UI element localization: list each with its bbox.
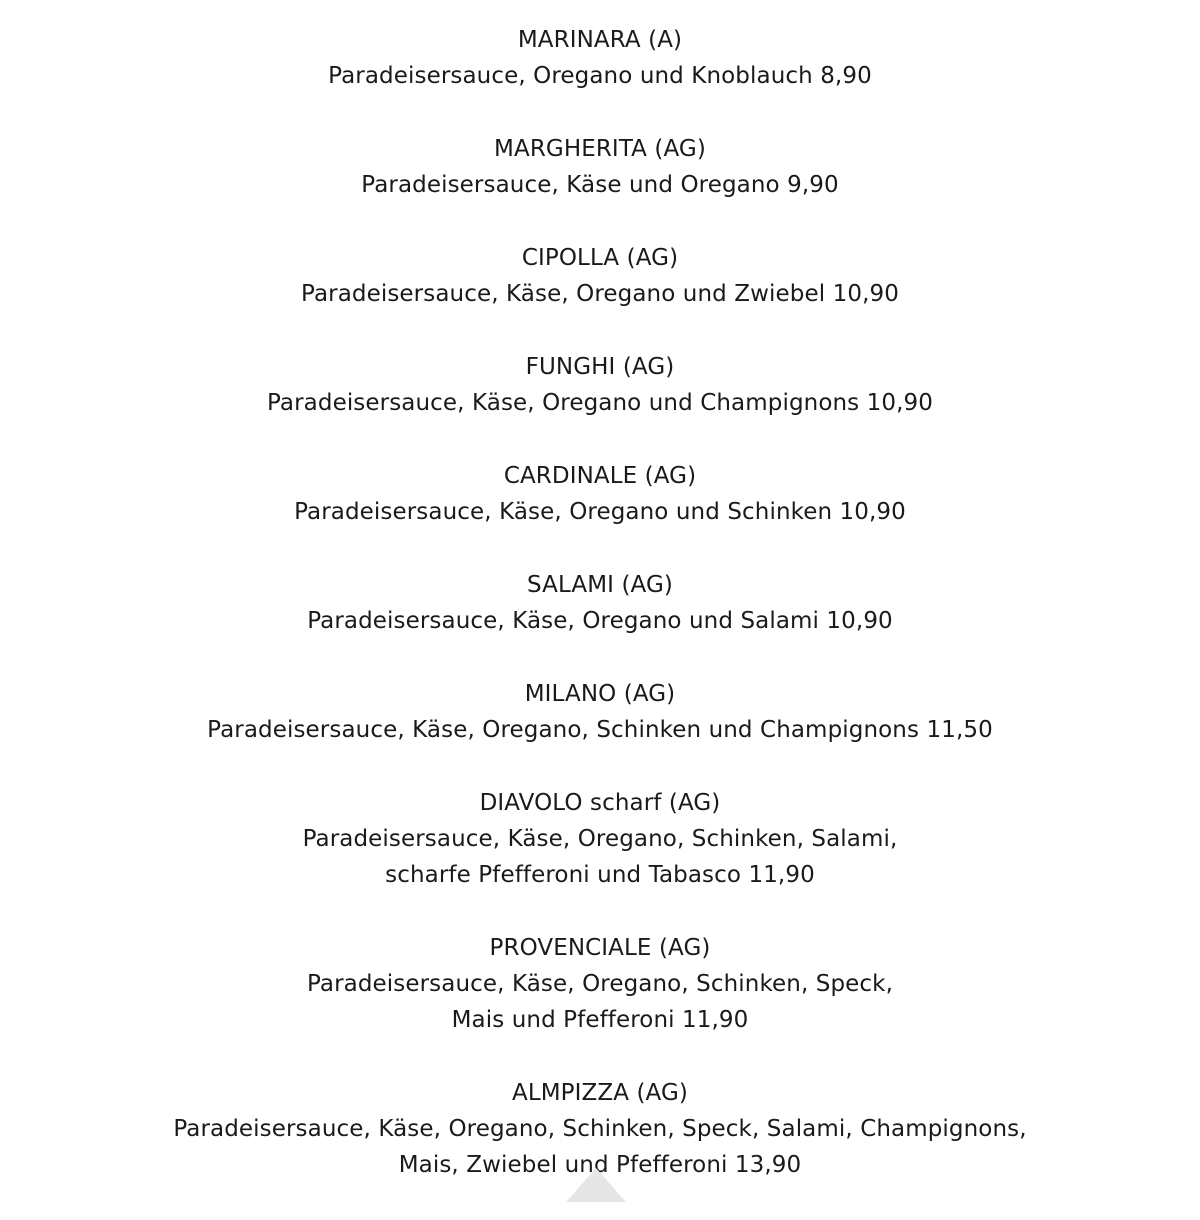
menu-item-description: Paradeisersauce, Käse, Oregano und Schinken 10,90 (294, 499, 906, 525)
menu-item-salami (0, 567, 1200, 676)
menu-item-description: Paradeisersauce, Käse, Oregano, Schinken, Speck, Salami, Champignons, (173, 1116, 1027, 1142)
menu-item-marinara (0, 22, 1200, 131)
page-fold-triangle (566, 1168, 626, 1202)
menu-item-name: PROVENCIALE (AG) (489, 935, 711, 961)
menu-item-description: Paradeisersauce, Oregano und Knoblauch 8,90 (328, 63, 872, 89)
menu-item-name: MARGHERITA (AG) (494, 136, 706, 162)
menu-item-description: Paradeisersauce, Käse, Oregano, Schinken und Champignons 11,50 (207, 717, 993, 743)
menu-item-cardinale (0, 458, 1200, 567)
menu-item-description: Paradeisersauce, Käse, Oregano und Zwiebel 10,90 (301, 281, 899, 307)
menu-item-description: Mais und Pfefferoni 11,90 (451, 1007, 749, 1033)
menu-item-name: CIPOLLA (AG) (521, 245, 679, 271)
menu-item-description: Paradeisersauce, Käse, Oregano und Salami 10,90 (307, 608, 893, 634)
menu-item-name: CARDINALE (AG) (503, 463, 697, 489)
menu-item-diavolo (0, 785, 1200, 930)
menu-item-description: Mais, Zwiebel und Pfefferoni 13,90 (398, 1152, 802, 1178)
menu-item-cipolla (0, 240, 1200, 349)
menu-item-funghi (0, 349, 1200, 458)
menu-item-name: SALAMI (AG) (527, 572, 673, 598)
menu-item-description: Paradeisersauce, Käse, Oregano, Schinken, Speck, (306, 971, 894, 997)
menu-item-milano (0, 676, 1200, 785)
menu-item-provenciale (0, 930, 1200, 1075)
pizza-menu (0, 22, 1200, 1220)
menu-item-description: scharfe Pfefferoni und Tabasco 11,90 (385, 862, 815, 888)
menu-item-margherita (0, 131, 1200, 240)
menu-item-name: FUNGHI (AG) (525, 354, 675, 380)
menu-item-name: DIAVOLO scharf (AG) (479, 790, 721, 816)
menu-item-description: Paradeisersauce, Käse, Oregano, Schinken, Salami, (302, 826, 898, 852)
menu-item-name: MARINARA (A) (517, 27, 683, 53)
menu-item-description: Paradeisersauce, Käse und Oregano 9,90 (361, 172, 839, 198)
menu-item-description: Paradeisersauce, Käse, Oregano und Champignons 10,90 (266, 390, 934, 416)
menu-item-name: ALMPIZZA (AG) (511, 1080, 688, 1106)
menu-item-name: MILANO (AG) (524, 681, 676, 707)
